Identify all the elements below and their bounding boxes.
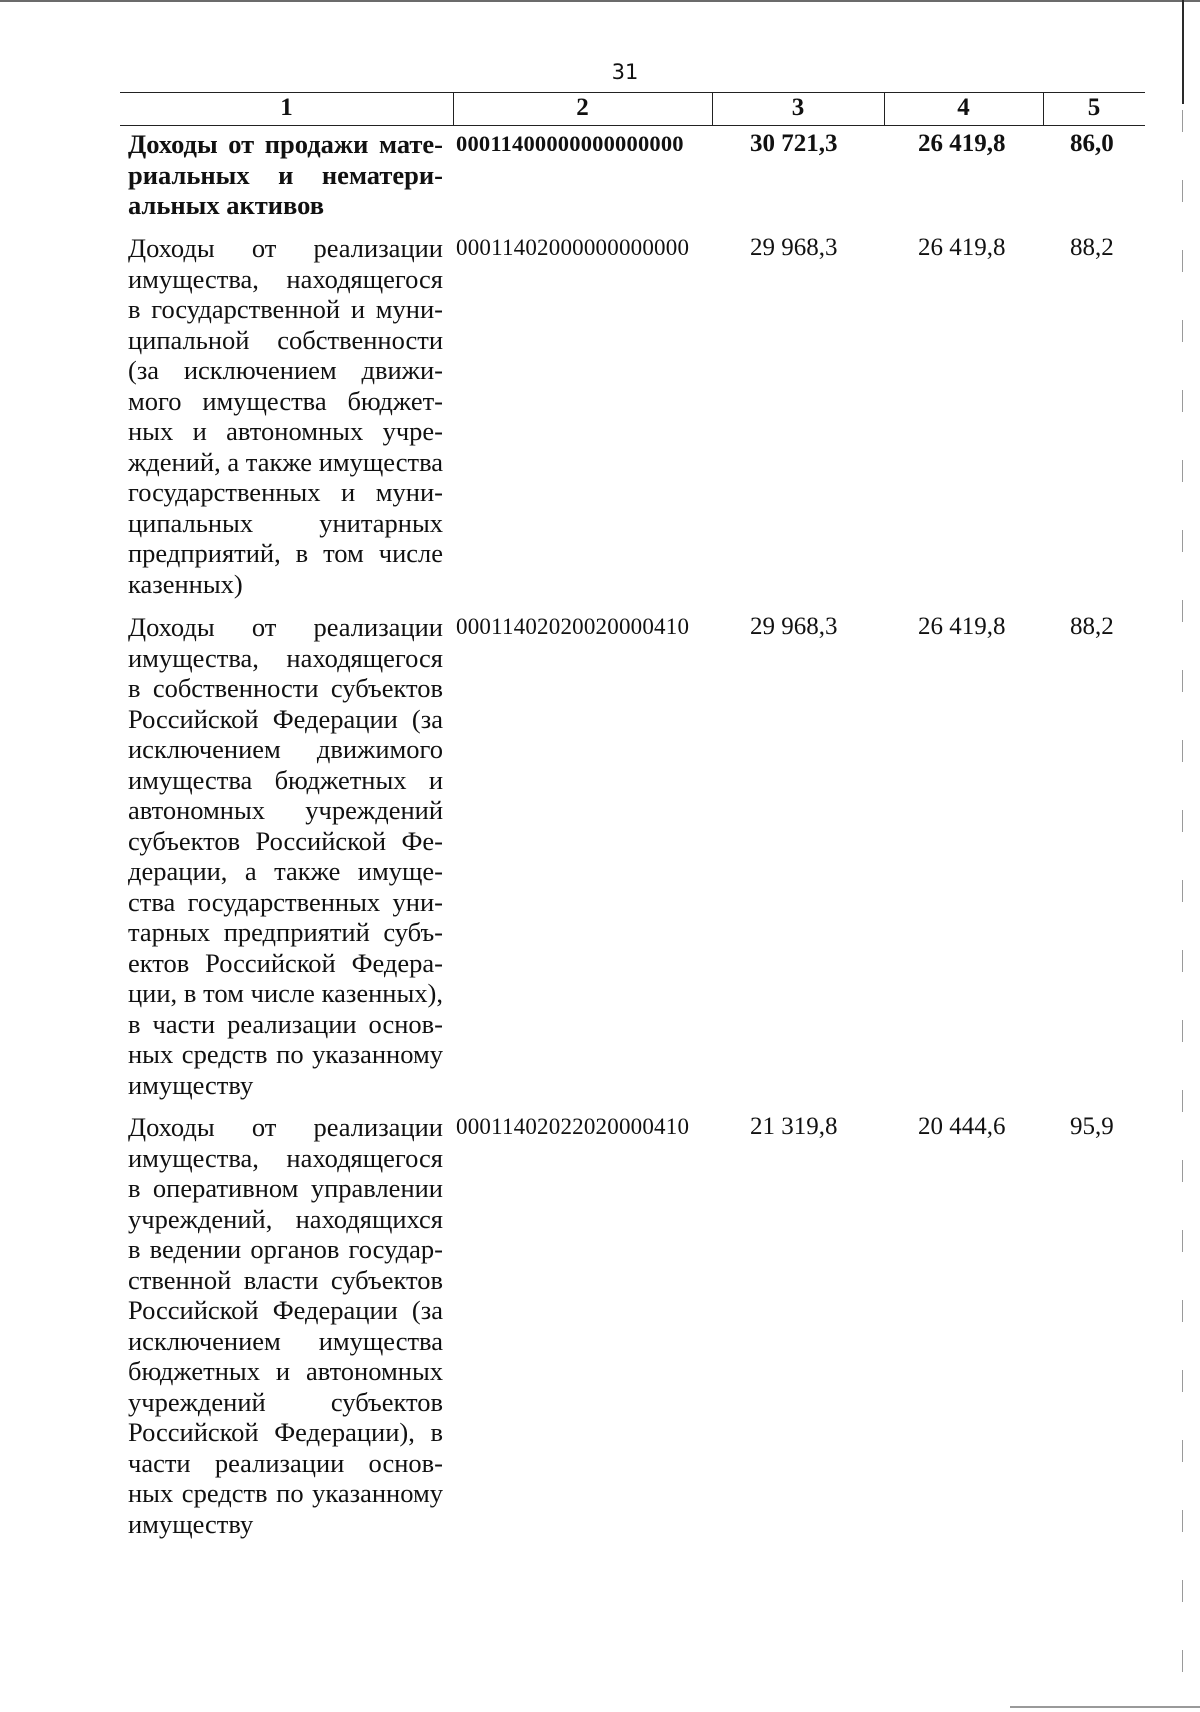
row-code: 00011402020020000410 xyxy=(456,614,690,639)
row-name-line: ных средств по указанному xyxy=(128,1478,443,1508)
row-name-line: Доходы от реализации xyxy=(128,1112,443,1142)
scan-edge-bottom xyxy=(1010,1706,1200,1708)
scan-edge-top xyxy=(0,0,1200,2)
row-name-line: имущества, находящегося xyxy=(128,263,443,294)
row-name-line: ции, в том числе казенных), xyxy=(128,978,443,1008)
row-col5: 95,9 xyxy=(1070,1113,1114,1140)
header-col-2: 2 xyxy=(576,94,589,121)
row-col5: 88,2 xyxy=(1070,234,1114,261)
row-name-line: имуществу xyxy=(128,1508,254,1539)
row-name-line: ства государственных уни- xyxy=(128,886,443,917)
row-name-line: исключением движимого xyxy=(128,734,443,764)
row-name-line: ных и автономных учре- xyxy=(128,416,443,446)
row-name-line: в части реализации основ- xyxy=(128,1008,443,1039)
scan-edge-right xyxy=(1182,0,1184,104)
row-name-line: ектов Российской Федера- xyxy=(128,947,443,978)
row-col4: 26 419,8 xyxy=(918,234,1006,261)
row-name-line: тарных предприятий субъ- xyxy=(128,917,443,947)
row-name-line: имущества бюджетных и xyxy=(128,764,443,795)
row-name-line: ждений, а также имущества xyxy=(128,446,443,477)
row-col3: 29 968,3 xyxy=(750,234,838,261)
header-bottom-rule xyxy=(120,125,1145,126)
row-name-line: исключением имущества xyxy=(128,1325,443,1356)
row-name-line: ципальных унитарных xyxy=(128,507,443,538)
row-col5: 88,2 xyxy=(1070,613,1114,640)
header-col-3: 3 xyxy=(791,94,805,121)
row-name-line: Российской Федерации (за xyxy=(128,703,443,734)
row-name-line: в государственной и муни- xyxy=(128,294,443,324)
row-name-line: имущества, находящегося xyxy=(128,642,443,673)
row-name-line: риальных и нематери- xyxy=(128,159,443,190)
row-name-line: имущества, находящегося xyxy=(128,1142,443,1173)
row-name-line: Доходы от реализации xyxy=(128,233,443,263)
header-col-5: 5 xyxy=(1087,94,1101,121)
row-col4: 26 419,8 xyxy=(918,130,1006,157)
row-name xyxy=(128,129,443,221)
row-col3: 29 968,3 xyxy=(750,613,838,640)
row-name xyxy=(128,233,443,599)
row-name-line: Российской Федерации), в xyxy=(128,1417,443,1447)
row-name-line: учреждений, находящихся xyxy=(128,1203,443,1234)
row-name-line: Доходы от реализации xyxy=(128,612,443,642)
row-code: 00011400000000000000 xyxy=(456,131,684,156)
row-name-line: Доходы от продажи мате- xyxy=(128,129,443,159)
row-col3: 21 319,8 xyxy=(750,1113,838,1140)
row-col4: 20 444,6 xyxy=(918,1113,1006,1140)
row-code: 00011402022020000410 xyxy=(456,1114,690,1139)
row-name-line: альных активов xyxy=(128,190,325,220)
row-name-line: учреждений субъектов xyxy=(128,1386,443,1417)
row-name-line: ственной власти субъектов xyxy=(128,1264,443,1295)
row-name xyxy=(128,612,443,1100)
row-code: 00011402000000000000 xyxy=(456,235,690,260)
row-name-line: имуществу xyxy=(128,1069,254,1100)
row-name-line: ципальной собственности xyxy=(128,324,443,355)
row-name-line: ных средств по указанному xyxy=(128,1039,443,1069)
scan-edge-right-dashed xyxy=(1182,110,1183,1710)
row-name-line: дерации, а также имуще- xyxy=(128,856,443,886)
row-name-line: бюджетных и автономных xyxy=(128,1356,443,1386)
row-name-line: государственных и муни- xyxy=(128,477,443,507)
row-col4: 26 419,8 xyxy=(918,613,1006,640)
row-name xyxy=(128,1112,443,1539)
row-col3: 30 721,3 xyxy=(750,130,838,157)
row-name-line: в оперативном управлении xyxy=(128,1173,443,1203)
row-name-line: Российской Федерации (за xyxy=(128,1295,443,1325)
row-name-line: в собственности субъектов xyxy=(128,673,443,703)
header-col-4: 4 xyxy=(957,94,970,121)
row-col5: 86,0 xyxy=(1070,130,1114,157)
row-name-line: субъектов Российской Фе- xyxy=(128,825,443,856)
row-name-line: в ведении органов государ- xyxy=(128,1234,443,1264)
header-col-1: 1 xyxy=(280,94,293,121)
page-number: 31 xyxy=(611,60,639,84)
row-name-line: казенных) xyxy=(128,568,243,599)
row-name-line: автономных учреждений xyxy=(128,795,443,825)
row-name-line: мого имущества бюджет- xyxy=(128,385,443,416)
row-name-line: предприятий, в том числе xyxy=(128,538,443,568)
row-name-line: (за исключением движи- xyxy=(128,355,443,385)
row-name-line: части реализации основ- xyxy=(128,1447,443,1478)
